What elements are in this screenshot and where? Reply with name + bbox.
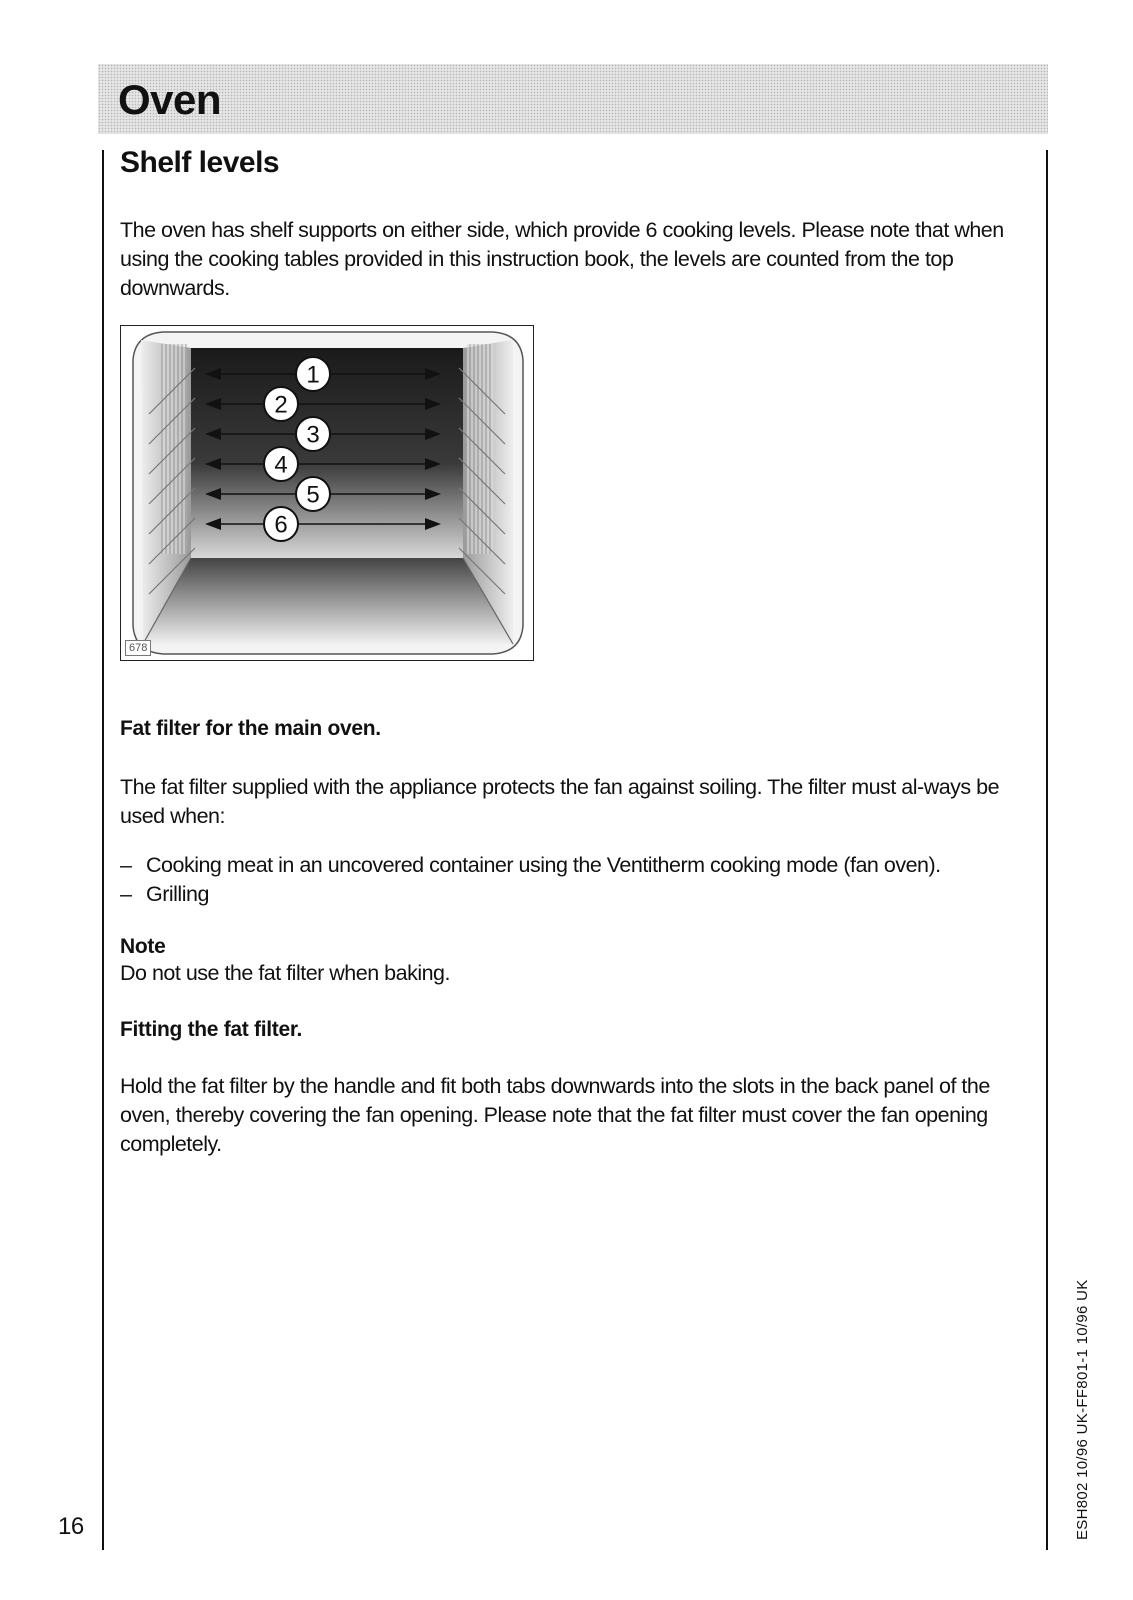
shelf-level-label: 2	[274, 391, 288, 419]
section-title-fitting: Fitting the fat filter.	[120, 1018, 303, 1041]
note-title: Note	[120, 935, 166, 958]
fitting-text: Hold the fat filter by the handle and fit both tabs downwards into the slots in the back panel of the oven, thereby covering the fan opening. Please note that the fat filter must cover the fan opening completely.	[120, 1074, 990, 1156]
oven-cavity-illustration	[121, 326, 533, 660]
shelf-level-label: 6	[274, 511, 288, 539]
fat-filter-list	[120, 851, 1032, 909]
list-item: – Grilling	[120, 880, 1032, 909]
fat-filter-text: The fat filter supplied with the appliance protects the fan against soiling. The filter must al-ways be used when:	[120, 775, 1000, 828]
content-column	[120, 146, 1032, 1159]
shelf-levels-figure	[120, 325, 534, 661]
document-code: ESH802 10/96 UK-FF801-1 10/96 UK	[1074, 1279, 1091, 1540]
list-item: – Cooking meat in an uncovered container using the Ventitherm cooking mode (fan oven).	[120, 851, 1032, 880]
right-margin-rule	[1046, 150, 1048, 1550]
section-title-fat-filter: Fat filter for the main oven.	[120, 717, 381, 740]
header-band	[98, 64, 1048, 134]
shelf-levels-text: The oven has shelf supports on either side, which provide 6 cooking levels. Please note that when using the cooking tables provided in this instruction book, the levels are counted from the top downwards.	[120, 218, 1004, 300]
page-number: 16	[58, 1513, 84, 1540]
section-title-shelf-levels: Shelf levels	[120, 146, 280, 179]
page-title: Oven	[118, 76, 222, 123]
note-text: Do not use the fat filter when baking.	[120, 961, 450, 985]
shelf-level-label: 4	[274, 451, 288, 479]
figure-code: 678	[125, 640, 151, 656]
shelf-level-label: 3	[306, 421, 320, 449]
left-margin-rule	[102, 150, 104, 1550]
shelf-level-label: 1	[306, 361, 320, 389]
shelf-level-label: 5	[306, 481, 320, 509]
